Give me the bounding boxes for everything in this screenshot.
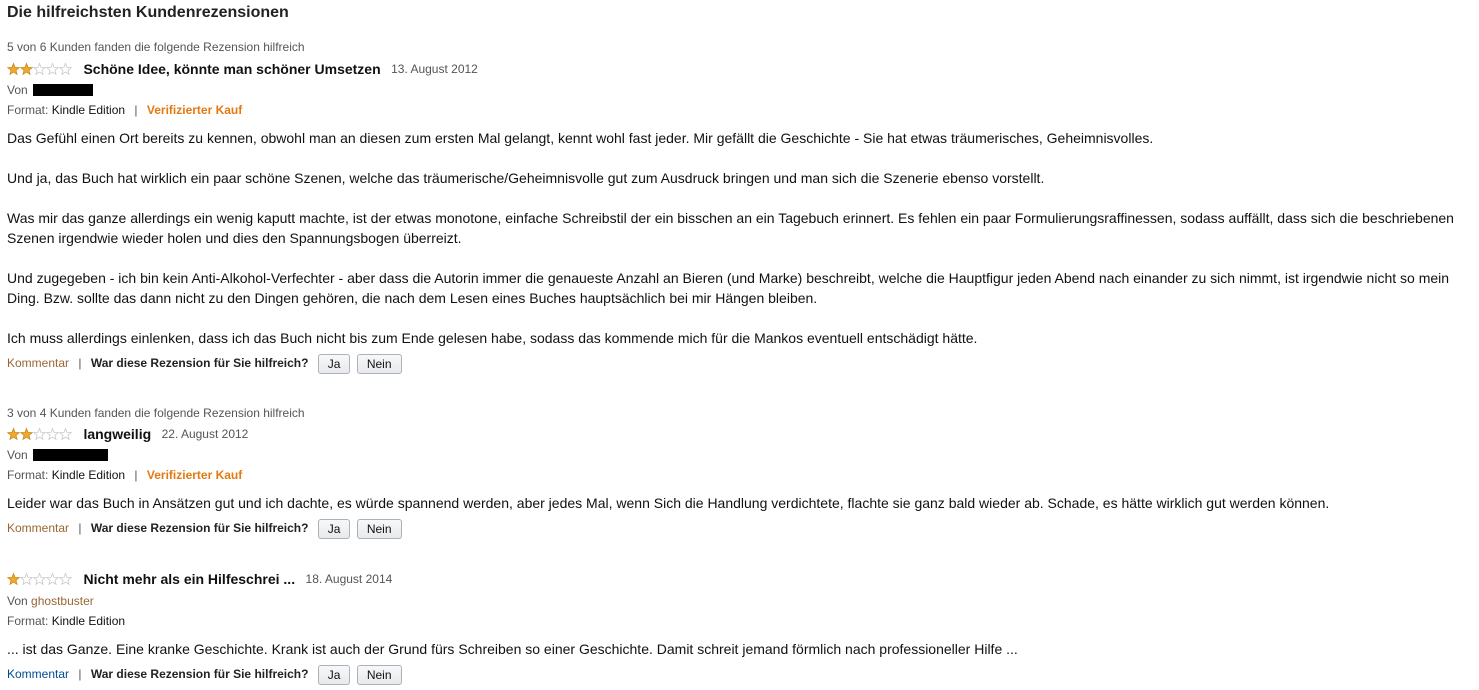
author-line [7, 448, 108, 462]
review-paragraph: ... ist das Ganze. Eine kranke Geschichte. Krank ist auch der Grund fürs Schreiben so einer Geschichte. Damit schreit jemand förmlich nach professioneller Hilfe ... [7, 641, 1018, 657]
star-filled-icon [8, 428, 19, 439]
review-paragraph: Ich muss allerdings einlenken, dass ich das Buch nicht bis zum Ende gelesen habe, sodass das kommende mich für die Mankos eventuell entschädigt hätte. [7, 330, 978, 346]
star-empty-icon [60, 63, 71, 74]
separator: | [78, 521, 82, 536]
redacted-author [33, 84, 93, 96]
star-rating [7, 427, 73, 441]
helpful-count: 5 von 6 Kunden fanden die folgende Rezension hilfreich [7, 40, 305, 54]
star-empty-icon [21, 573, 32, 584]
review-title-row [7, 570, 392, 588]
author-link[interactable]: ghostbuster [31, 594, 94, 608]
author-line [7, 83, 93, 97]
star-empty-icon [60, 573, 71, 584]
review-title[interactable]: Schöne Idee, könnte man schöner Umsetzen [83, 60, 381, 77]
review-date: 22. August 2012 [161, 426, 249, 441]
star-rating-svg [7, 572, 73, 586]
verified-purchase-badge[interactable]: Verifizierter Kauf [146, 103, 243, 117]
vote-yes-button[interactable]: Ja [318, 354, 351, 374]
comment-link[interactable]: Kommentar [7, 356, 70, 371]
review-body [7, 639, 1477, 659]
star-filled-icon [21, 428, 32, 439]
star-empty-icon [47, 63, 58, 74]
helpful-question: War diese Rezension für Sie hilfreich? [90, 521, 309, 536]
review-actions [7, 665, 405, 685]
verified-purchase-badge[interactable]: Verifizierter Kauf [146, 468, 243, 482]
separator: | [78, 667, 82, 682]
separator: | [134, 468, 138, 482]
star-empty-icon [34, 428, 45, 439]
separator: | [78, 356, 82, 371]
helpful-count: 3 von 4 Kunden fanden die folgende Rezension hilfreich [7, 406, 305, 420]
vote-no-button[interactable]: Nein [357, 354, 402, 374]
by-label: Von [7, 448, 28, 462]
helpful-question: War diese Rezension für Sie hilfreich? [90, 356, 309, 371]
star-empty-icon [34, 63, 45, 74]
separator: | [134, 103, 138, 117]
review-body [7, 128, 1477, 348]
star-empty-icon [47, 573, 58, 584]
vote-yes-button[interactable]: Ja [318, 519, 351, 539]
review-actions [7, 519, 405, 539]
format-line [7, 468, 242, 482]
review-paragraph: Das Gefühl einen Ort bereits zu kennen, obwohl man an diesen zum ersten Mal gelangt, kennt wohl fast jeder. Mir gefällt die Geschichte - Sie hat etwas träumerisches, Geheimnisvolles. [7, 130, 1154, 146]
review-paragraph: Und ja, das Buch hat wirklich ein paar schöne Szenen, welche das träumerische/Geheimnisvolle gut zum Ausdruck bringen und man sich die Szenerie ebenso vorstellt. [7, 170, 1045, 186]
star-filled-icon [8, 63, 19, 74]
author-line [7, 594, 94, 608]
format-value: Kindle Edition [51, 468, 126, 482]
star-empty-icon [47, 428, 58, 439]
comment-link[interactable]: Kommentar [7, 667, 70, 682]
star-rating [7, 572, 73, 586]
format-value: Kindle Edition [51, 614, 126, 628]
by-label: Von [7, 594, 28, 608]
star-empty-icon [60, 428, 71, 439]
comment-link[interactable]: Kommentar [7, 521, 70, 536]
review-paragraph: Leider war das Buch in Ansätzen gut und ich dachte, es würde spannend werden, aber jedes Mal, wenn Sich die Handlung verdichtete, flachte sie ganz bald wieder ab. Schade, es hätte wirklich gut werden können. [7, 495, 1330, 511]
review-actions [7, 354, 405, 374]
by-label: Von [7, 83, 28, 97]
star-filled-icon [21, 63, 32, 74]
review-body [7, 493, 1477, 513]
vote-no-button[interactable]: Nein [357, 665, 402, 685]
helpful-question: War diese Rezension für Sie hilfreich? [90, 667, 309, 682]
review-paragraph: Und zugegeben - ich bin kein Anti-Alkohol-Verfechter - aber dass die Autorin immer die genaueste Anzahl an Bieren (und Marke) beschreibt, welche die Hauptfigur jeden Abend nach einander zu sich nimmt, ist irgendwie nicht so mein Ding. Bzw. sollte das dann nicht zu den Dingen gehören, die nach dem Lesen eines Buches hauptsächlich bei mir Hängen bleiben. [7, 270, 1450, 306]
review-date: 18. August 2014 [305, 571, 393, 586]
review-date: 13. August 2012 [391, 61, 478, 76]
format-label: Format: [7, 468, 49, 482]
review-title[interactable]: Nicht mehr als ein Hilfeschrei ... [83, 570, 296, 587]
redacted-author [33, 449, 108, 461]
star-rating-svg [7, 62, 73, 76]
star-filled-icon [8, 573, 19, 584]
format-label: Format: [7, 103, 49, 117]
format-value: Kindle Edition [51, 103, 126, 117]
star-rating [7, 62, 73, 76]
format-line [7, 614, 125, 628]
star-empty-icon [34, 573, 45, 584]
vote-no-button[interactable]: Nein [357, 519, 402, 539]
format-line [7, 103, 242, 117]
review-title-row [7, 425, 248, 443]
review-title[interactable]: langweilig [83, 425, 152, 442]
star-rating-svg [7, 427, 73, 441]
vote-yes-button[interactable]: Ja [318, 665, 351, 685]
review-title-row [7, 60, 478, 78]
section-title: Die hilfreichsten Kundenrezensionen [7, 4, 289, 21]
review-paragraph: Was mir das ganze allerdings ein wenig kaputt machte, ist der etwas monotone, einfache Schreibstil der ein bisschen an ein Tagebuch erinnert. Es fehlen ein paar Formulierungsraffinessen, sodass auffällt, dass sich die beschriebenen Szenen irgendwie wieder holen und dies den Spannungsbogen überreizt. [7, 210, 1454, 246]
format-label: Format: [7, 614, 49, 628]
